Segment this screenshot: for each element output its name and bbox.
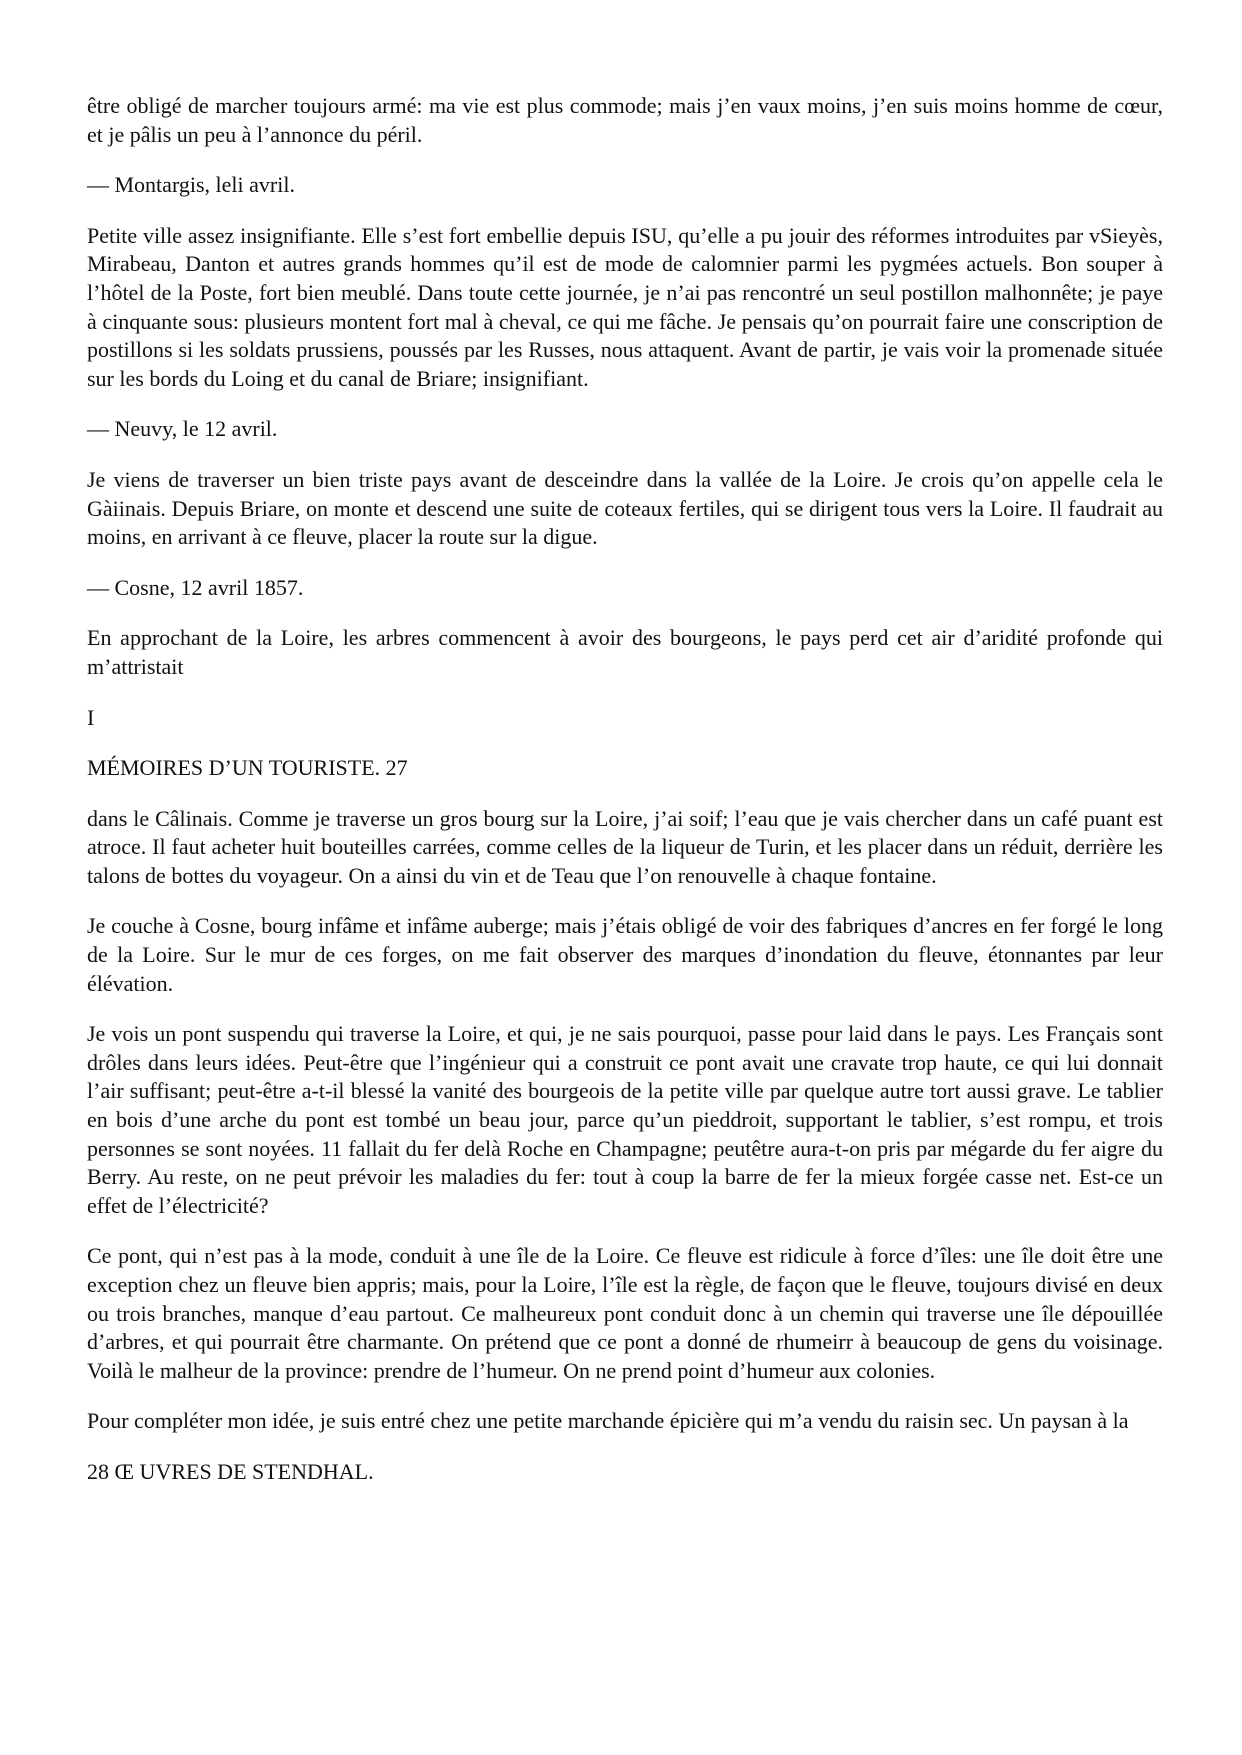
paragraph: Pour compléter mon idée, je suis entré chez une petite marchande épicière qui m’a vendu du raisin sec. Un paysan à la: [87, 1408, 1129, 1434]
paragraph: être obligé de marcher toujours armé: ma vie est plus commode; mais j’en vaux moins, j’en suis moins homme de cœur, et je pâlis un peu à l’annonce du péril.: [87, 93, 1163, 147]
dateline-montargis: — Montargis, leli avril.: [87, 172, 295, 198]
paragraph: dans le Câlinais. Comme je traverse un gros bourg sur la Loire, j’ai soif; l’eau que je vais chercher dans un café puant est atroce. Il faut acheter huit bouteilles carrées, comme celles de la liqueur de Turin, et les placer dans un réduit, derrière les talons de bottes du voyageur. On a ainsi du vin et de Teau que l’on renouvelle à chaque fontaine.: [87, 805, 1163, 888]
running-footer: 28 Œ UVRES DE STENDHAL.: [87, 1458, 374, 1484]
running-header: MÉMOIRES D’UN TOURISTE. 27: [87, 755, 408, 781]
page-marker: I: [87, 704, 95, 730]
dateline-cosne: — Cosne, 12 avril 1857.: [87, 574, 304, 600]
paragraph: Je viens de traverser un bien triste pays avant de desceindre dans la vallée de la Loire. Je crois qu’on appelle cela le Gàiinais. Depuis Briare, on monte et descend une suite de coteaux fertiles, qui se dirigent tous vers la Loire. Il faudrait au moins, en arrivant à ce fleuve, placer la route sur la digue.: [87, 466, 1163, 550]
paragraph: En approchant de la Loire, les arbres commencent à avoir des bourgeons, le pays perd cet air d’aridité profonde qui m’attristait: [87, 625, 1163, 679]
dateline-neuvy: — Neuvy, le 12 avril.: [87, 416, 278, 442]
paragraph: Petite ville assez insignifiante. Elle s’est fort embellie depuis ISU, qu’elle a pu jouir des réformes introduites par vSieyès, Mirabeau, Danton et autres grands hommes qu’il est de mode de calomnier parmi les pygmées actuels. Bon souper à l’hôtel de la Poste, fort bien meublé. Dans toute cette journée, je n’ai pas rencontré un seul postillon malhonnête; je paye à cinquante sous: plusieurs montent fort mal à cheval, ce qui me fâche. Je pensais qu’on pourrait faire une conscription de postillons si les soldats prussiens, poussés par les Russes, nous attaquent. Avant de partir, je vais voir la promenade située sur les bords du Loing et du canal de Briare; insignifiant.: [87, 222, 1163, 391]
paragraph: Je couche à Cosne, bourg infâme et infâme auberge; mais j’étais obligé de voir des fabriques d’ancres en fer forgé le long de la Loire. Sur le mur de ces forges, on me fait observer des marques d’inondation du fleuve, étonnantes par leur élévation.: [87, 913, 1163, 996]
paragraph: Ce pont, qui n’est pas à la mode, conduit à une île de la Loire. Ce fleuve est ridicule à force d’îles: une île doit être une exception chez un fleuve bien appris; mais, pour la Loire, l’île est la règle, de façon que le fleuve, toujours divisé en deux ou trois branches, manque d’eau partout. Ce malheureux pont conduit donc à un chemin qui traverse une île dépouillée d’arbres, et qui pourrait être charmante. On prétend que ce pont a donné de rhumeirr à beaucoup de gens du voisinage. Voilà le malheur de la province: prendre de l’humeur. On ne prend point d’humeur aux colonies.: [87, 1243, 1163, 1383]
paragraph: Je vois un pont suspendu qui traverse la Loire, et qui, je ne sais pourquoi, passe pour laid dans le pays. Les Français sont drôles dans leurs idées. Peut-être que l’ingénieur qui a construit ce pont avait une cravate trop haute, ce qui lui donnait l’air suffisant; peut-être a-t-il blessé la vanité des bourgeois de la petite ville par quelque autre tort aussi grave. Le tablier en bois d’une arche du pont est tombé un beau jour, parce qu’un pieddroit, supportant le tablier, s’est rompu, et trois personnes se sont noyées. 11 fallait du fer delà Roche en Champagne; peutêtre aura-t-on pris par mégarde du fer aigre du Berry. Au reste, on ne peut prévoir les maladies du fer: tout à coup la barre de fer la mieux forgée casse net. Est-ce un effet de l’électricité?: [87, 1021, 1163, 1218]
